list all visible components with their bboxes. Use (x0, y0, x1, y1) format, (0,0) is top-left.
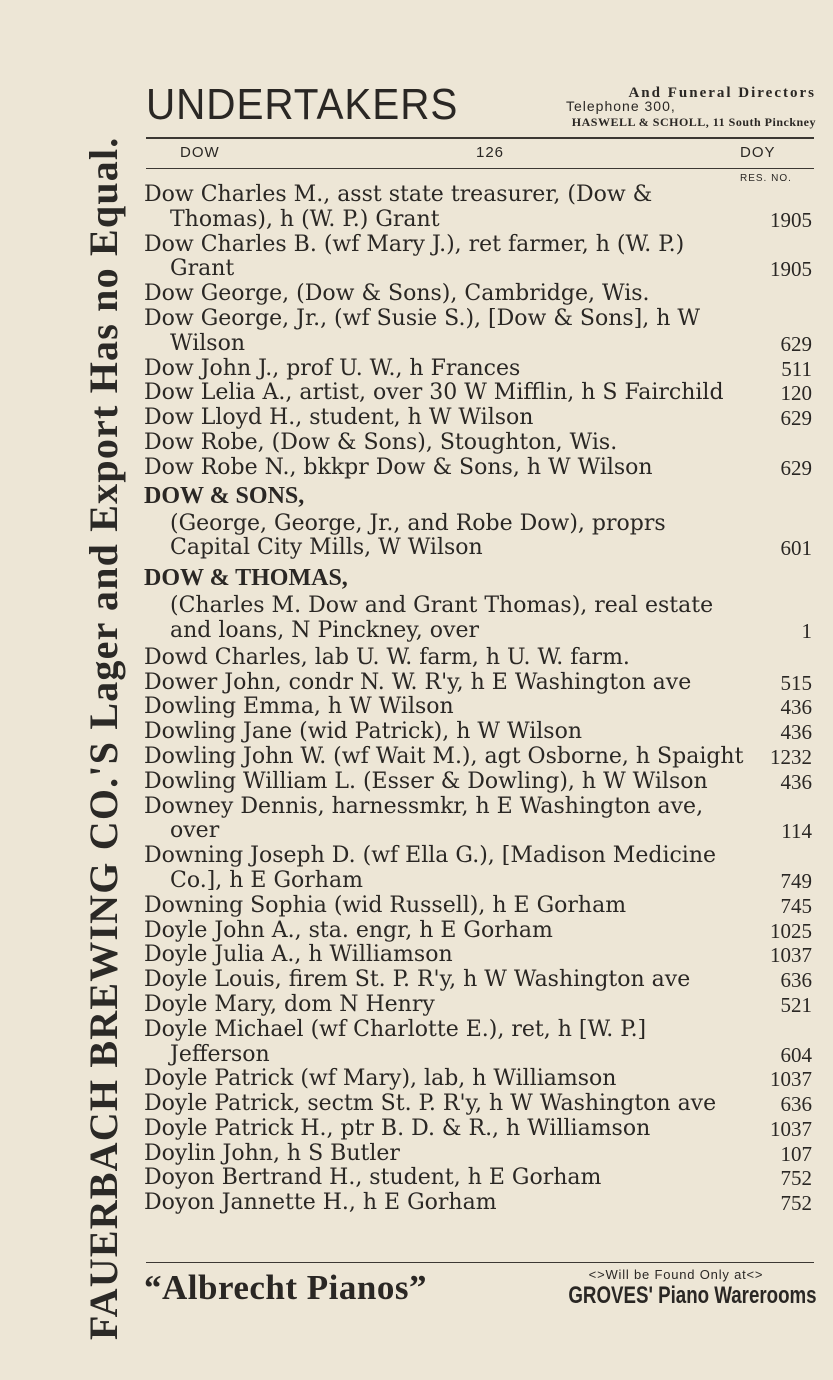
residence-number: 1232 (770, 744, 812, 769)
entry-text: Downing Joseph D. (wf Ella G.), [Madison Medicine Co.], h E Gorham (144, 843, 717, 893)
residence-number: 1905 (770, 207, 812, 232)
directory-entry (144, 307, 814, 357)
residence-number: 107 (780, 1141, 812, 1166)
entry-text: Dow John J., prof U. W., h Frances (144, 355, 521, 381)
directory-entry (144, 695, 814, 720)
directory-entry (144, 943, 814, 968)
residence-number: 604 (780, 1042, 812, 1067)
entry-text: Doyon Bertrand H., student, h E Gorham (144, 1165, 602, 1191)
header-rule (146, 137, 814, 139)
residence-number: 511 (781, 356, 812, 381)
entry-text: Doyle Patrick H., ptr B. D. & R., h Williamson (144, 1115, 651, 1141)
entry-text: Downing Sophia (wid Russell), h E Gorham (144, 892, 627, 918)
directory-entry (144, 993, 814, 1018)
directory-entry (144, 456, 814, 481)
directory-listing (144, 183, 814, 1216)
residence-number: 601 (780, 536, 812, 561)
firm-entry (144, 563, 814, 644)
entry-text: Dow George, (Dow & Sons), Cambridge, Wis. (144, 281, 650, 307)
directory-entry (144, 1166, 814, 1191)
entry-text: Doyle Julia A., h Williamson (144, 942, 453, 968)
residence-number: 1905 (770, 257, 812, 282)
directory-entry (144, 282, 814, 307)
firm-heading: DOW & SONS, (144, 482, 305, 509)
entry-text: Dowling Emma, h W Wilson (144, 694, 454, 720)
residence-number: 436 (780, 720, 812, 745)
residence-number: 515 (780, 670, 812, 695)
entry-text: Doyle Louis, firem St. P. R'y, h W Washington ave (144, 967, 691, 993)
directory-entry (144, 844, 814, 894)
res-no-label: RES. NO. (740, 173, 792, 184)
directory-entry (144, 1142, 814, 1167)
entry-text: Doylin John, h S Butler (144, 1140, 400, 1166)
residence-number: 636 (780, 1092, 812, 1117)
footer-rule (146, 1262, 814, 1263)
side-advertisement: FAUERBACH BREWING CO.'S Lager and Export Has no Equal. (81, 136, 126, 1340)
residence-number: 1 (801, 618, 812, 643)
directory-entry (144, 1191, 814, 1216)
entry-text: Dow Charles M., asst state treasurer, (Dow & Thomas), h (W. P.) Grant (144, 182, 653, 232)
running-head-right: DOY (740, 144, 776, 161)
directory-entry (144, 431, 814, 456)
entry-text: Dow Lloyd H., student, h W Wilson (144, 405, 534, 431)
directory-entry (144, 183, 814, 233)
entry-text: Dow Robe, (Dow & Sons), Stoughton, Wis. (144, 429, 618, 455)
directory-entry (144, 671, 814, 696)
directory-entry (144, 968, 814, 993)
directory-entry (144, 646, 814, 671)
entry-text: Doyle Mary, dom N Henry (144, 991, 435, 1017)
residence-number: 629 (780, 455, 812, 480)
footer-piano-ad: “Albrecht Pianos” (144, 1268, 427, 1307)
entry-text: Doyle Patrick, sectm St. P. R'y, h W Washington ave (144, 1091, 717, 1117)
entry-text: Dowd Charles, lab U. W. farm, h U. W. farm. (144, 644, 630, 670)
residence-number: 749 (780, 868, 812, 893)
residence-number: 745 (780, 893, 812, 918)
directory-entry (144, 745, 814, 770)
directory-entry (144, 233, 814, 283)
entry-text: Doyle Patrick (wf Mary), lab, h Williamson (144, 1066, 617, 1092)
entry-text: Doyle Michael (wf Charlotte E.), ret, h [W. P.] Jefferson (144, 1016, 647, 1067)
directory-entry (144, 381, 814, 406)
residence-number: 114 (781, 819, 812, 844)
entry-text: Dow Lelia A., artist, over 30 W Mifflin, h S Fairchild (144, 380, 724, 406)
residence-number: 629 (780, 331, 812, 356)
residence-number: 752 (780, 1166, 812, 1191)
firm-heading: DOW & THOMAS, (144, 565, 348, 592)
directory-entry (144, 894, 814, 919)
entry-text: Dowling Jane (wid Patrick), h W Wilson (144, 719, 582, 745)
residence-number: 521 (780, 992, 812, 1017)
entry-text: Doyon Jannette H., h E Gorham (144, 1190, 497, 1216)
entry-text: Dowling William L. (Esser & Dowling), h W Wilson (144, 768, 708, 794)
entry-text: Dowling John W. (wf Wait M.), agt Osborne, h Spaight (144, 743, 744, 769)
header-line-3: HASWELL & SCHOLL, 11 South Pinckney (571, 115, 816, 129)
entry-text: (Charles M. Dow and Grant Thomas), real estate and loans, N Pinckney, over (170, 593, 714, 643)
residence-number: 636 (780, 968, 812, 993)
running-head-left: DOW (180, 144, 220, 161)
directory-entry (144, 720, 814, 745)
entry-text: Dower John, condr N. W. R'y, h E Washington ave (144, 669, 692, 695)
directory-entry (144, 1067, 814, 1092)
directory-entry (144, 1117, 814, 1142)
residence-number: 752 (780, 1191, 812, 1216)
residence-number: 120 (780, 381, 812, 406)
header-line-2: Telephone 300, (566, 98, 676, 114)
entry-text: (George, George, Jr., and Robe Dow), proprs Capital City Mills, W Wilson (170, 510, 666, 561)
entry-text: Dow George, Jr., (wf Susie S.), [Dow & Sons], h W Wilson (144, 305, 701, 356)
residence-number: 1037 (770, 1116, 812, 1141)
residence-number: 1037 (770, 1067, 812, 1092)
directory-entry (144, 919, 814, 944)
page-number: 126 (476, 144, 505, 161)
residence-number: 436 (780, 695, 812, 720)
residence-number: 629 (780, 406, 812, 431)
firm-entry (144, 481, 814, 562)
footer-advertisement (144, 1267, 817, 1314)
entry-text: Downey Dennis, harnessmkr, h E Washington ave, over (144, 793, 704, 844)
residence-number: 1037 (770, 943, 812, 968)
entry-text: Dow Robe N., bkkpr Dow & Sons, h W Wilson (144, 454, 653, 480)
footer-found-line: <>Will be Found Only at<> (588, 1267, 764, 1282)
directory-entry (144, 770, 814, 795)
directory-entry (144, 795, 814, 845)
directory-entry (144, 1092, 814, 1117)
header-line-1: And Funeral Directors (628, 85, 816, 101)
residence-number: 436 (780, 769, 812, 794)
header-title: UNDERTAKERS (146, 80, 459, 129)
residence-number: 1025 (770, 918, 812, 943)
directory-entry (144, 1018, 814, 1068)
footer-groves-line: GROVES' Piano Warerooms (568, 1282, 817, 1309)
directory-entry (144, 357, 814, 382)
entry-text: Dow Charles B. (wf Mary J.), ret farmer, h (W. P.) Grant (144, 231, 685, 282)
entry-text: Doyle John A., sta. engr, h E Gorham (144, 917, 553, 943)
directory-entry (144, 406, 814, 431)
page-header (146, 82, 816, 132)
running-head-rule (146, 168, 814, 169)
